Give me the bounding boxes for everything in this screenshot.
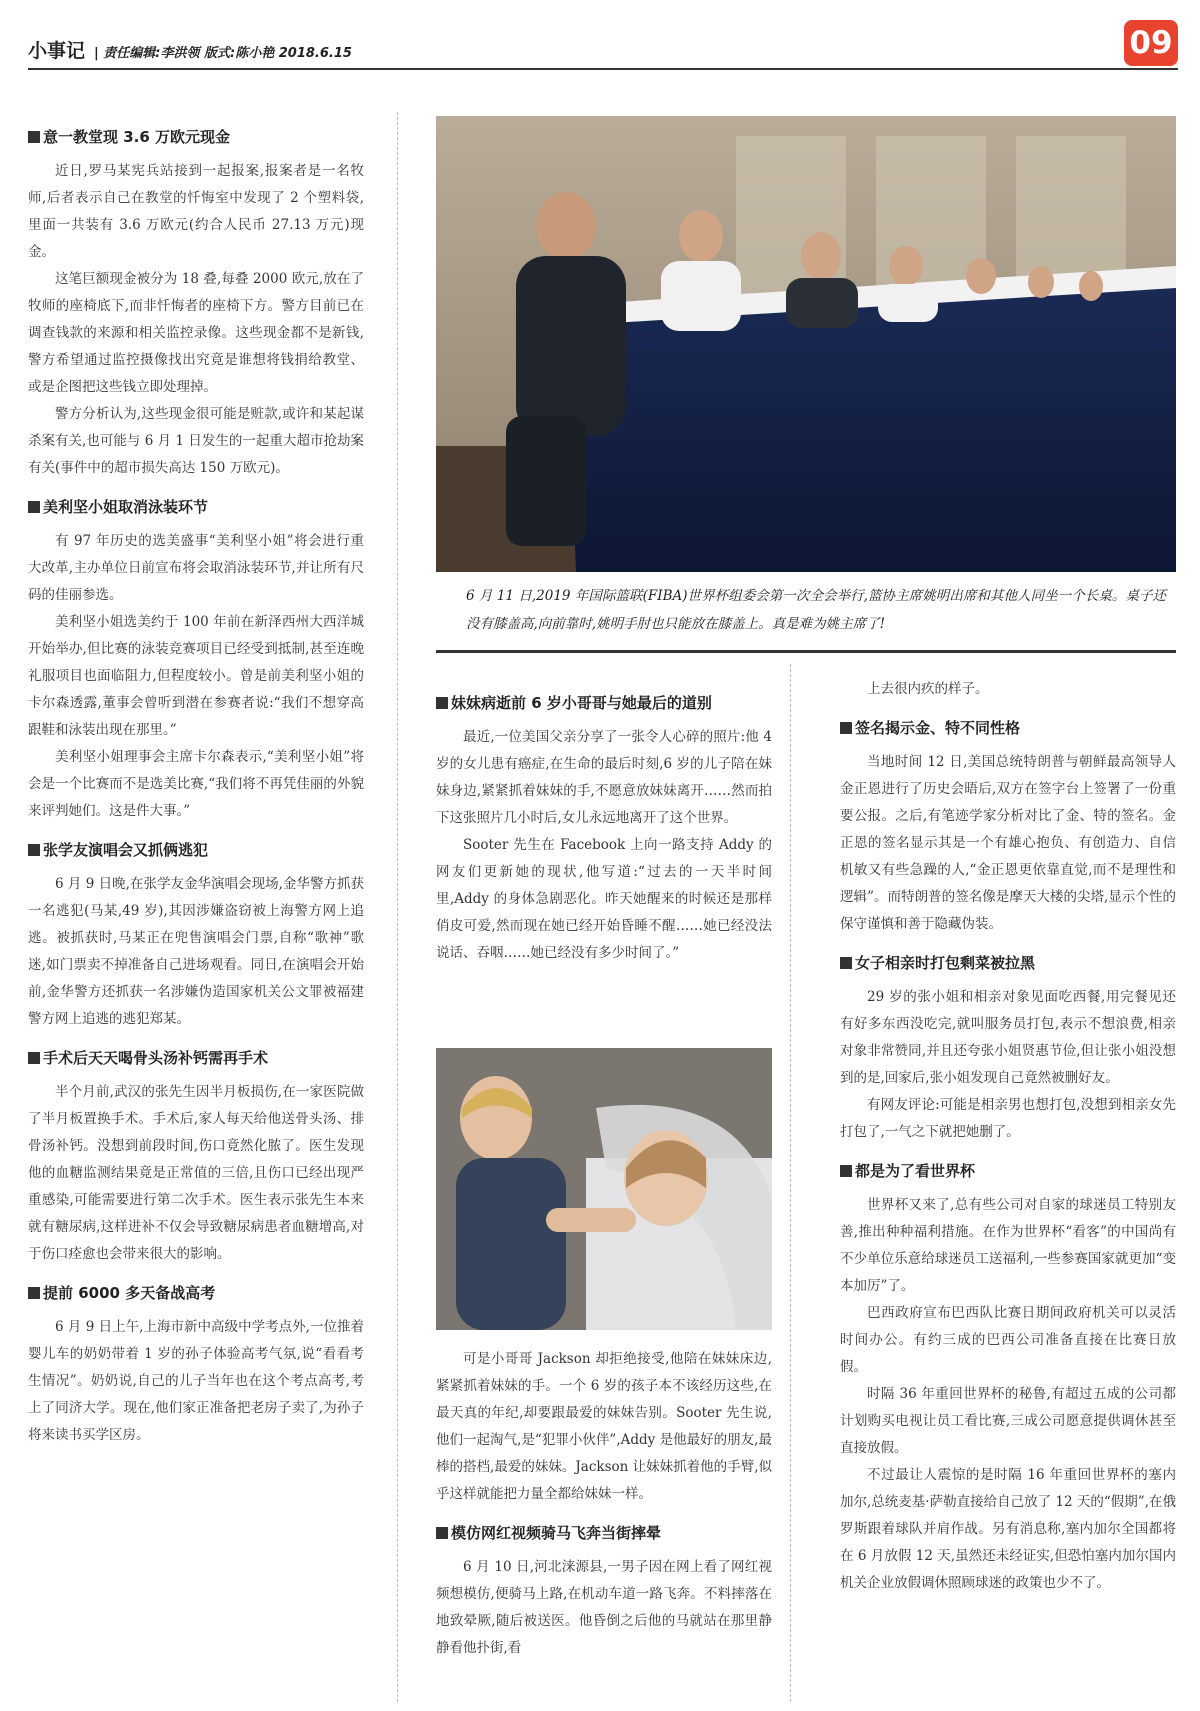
article-paragraph: 世界杯又来了,总有些公司对自家的球迷员工特别友善,推出种种福利措施。在作为世界杯“看客”的中国尚有不少单位乐意给球迷员工送福利,一些参赛国家就更加“变本加厉”了。 <box>840 1197 1176 1294</box>
article-paragraph: 29 岁的张小姐和相亲对象见面吃西餐,用完餐见还有好多东西没吃完,就叫服务员打包,表示不想浪费,相亲对象非常赞同,并且还夸张小姐贤惠节俭,但让张小姐没想到的是,回家后,张小姐发现自己竟然被删好友。 <box>840 989 1176 1086</box>
article-paragraph: 当地时间 12 日,美国总统特朗普与朝鲜最高领导人金正恩进行了历史会晤后,双方在签字台上签署了一份重要公报。之后,有笔迹学家分析对比了金、特的签名。金正恩的签名显示其是一个有雄心抱负、有创造力、自信机敏又有些急躁的人,“金正恩更依靠直觉,而不是理性和逻辑”。而特朗普的签名像是摩天大楼的尖塔,显示个性的保守谨慎和善于隐藏伪装。 <box>840 754 1176 932</box>
article <box>28 1047 364 1268</box>
page-header <box>28 34 1178 68</box>
bullet-square-icon <box>28 844 40 856</box>
page-number: 09 <box>1124 20 1178 66</box>
article-paragraph: 6 月 10 日,河北涞源县,一男子因在网上看了网红视频想模仿,便骑马上路,在机动车道一路飞奔。不料摔落在地致晕厥,随后被送医。他昏倒之后他的马就站在那里静静看他扑街,看 <box>436 1559 772 1656</box>
article-paragraph: 美利坚小姐选美约于 100 年前在新泽西州大西洋城开始举办,但比赛的泳装竞赛项目已经受到抵制,甚至连晚礼服项目也面临阻力,但程度较小。曾是前美利坚小姐的卡尔森透露,董事会曾听到潜在参赛者说:“我们不想穿高跟鞋和泳装出现在那里。” <box>28 614 364 738</box>
article <box>436 1522 772 1662</box>
article-paragraph: 近日,罗马某宪兵站接到一起报案,报案者是一名牧师,后者表示自己在教堂的忏悔室中发现了 2 个塑料袋,里面一共装有 3.6 万欧元(约合人民币 27.13 万元)现金。 <box>28 163 364 260</box>
article-paragraph: 半个月前,武汉的张先生因半月板损伤,在一家医院做了半月板置换手术。手术后,家人每天给他送骨头汤、排骨汤补钙。没想到前段时间,伤口竟然化脓了。医生发现他的血糖监测结果竟是正常值的三倍,且伤口已经出现严重感染,可能需要进行第二次手术。医生表示张先生本来就有糖尿病,这样进补不仅会导致糖尿病患者血糖增高,对于伤口痊愈也会带来很大的影响。 <box>28 1084 364 1262</box>
article-paragraph: 可是小哥哥 Jackson 却拒绝接受,他陪在妹妹床边,紧紧抓着妹妹的手。一个 6 岁的孩子本不该经历这些,在最天真的年纪,却要跟最爱的妹妹告别。Sooter 先生说,他们一起淘气,是“犯罪小伙伴”,Addy 是他最好的朋友,最棒的搭档,最爱的妹妹。Jackson 让妹妹抓着他的手臂,似乎这样就能把力量全都给妹妹一样。 <box>436 1351 772 1502</box>
article-title: 张学友演唱会又抓俩逃犯 <box>28 839 364 860</box>
bullet-square-icon <box>840 957 852 969</box>
article <box>28 839 364 1033</box>
article <box>840 676 1176 703</box>
article <box>436 1346 772 1508</box>
bullet-square-icon <box>436 697 448 709</box>
article <box>840 952 1176 1146</box>
section-rule <box>436 650 1176 653</box>
article <box>28 1282 364 1449</box>
article-paragraph: 巴西政府宣布巴西队比赛日期间政府机关可以灵活时间办公。有约三成的巴西公司准备直接在比赛日放假。 <box>840 1305 1176 1375</box>
article-paragraph: 最近,一位美国父亲分享了一张令人心碎的照片:他 4 岁的女儿患有癌症,在生命的最后时刻,6 岁的儿子陪在妹妹身边,紧紧抓着妹妹的手,不愿意放妹妹离开……然而拍下这张照片几小时后,女儿永远地离开了这个世界。 <box>436 729 772 826</box>
article <box>28 126 364 482</box>
article-title: 签名揭示金、特不同性格 <box>840 717 1176 738</box>
bullet-square-icon <box>840 722 852 734</box>
middle-column-continued <box>436 1346 772 1676</box>
bullet-square-icon <box>28 1287 40 1299</box>
middle-column <box>436 692 772 981</box>
article-title: 提前 6000 多天备战高考 <box>28 1282 364 1303</box>
bullet-square-icon <box>28 131 40 143</box>
photo-caption: 6 月 11 日,2019 年国际篮联(FIBA)世界杯组委会第一次全会举行,篮协主席姚明出席和其他人同坐一个长桌。桌子还没有膝盖高,向前靠时,姚明手肘也只能放在膝盖上。真是难为姚主席了! <box>466 588 1166 632</box>
column-divider-right <box>790 664 791 1702</box>
hospital-photo <box>436 1048 772 1330</box>
article <box>840 717 1176 938</box>
article <box>840 1160 1176 1597</box>
article-paragraph: 有网友评论:可能是相亲男也想打包,没想到相亲女先打包了,一气之下就把她删了。 <box>840 1097 1176 1140</box>
section-name: 小事记 <box>28 40 86 62</box>
article-paragraph: Sooter 先生在 Facebook 上向一路支持 Addy 的网友们更新她的现状,他写道:“过去的一天半时间里,Addy 的身体急剧恶化。昨天她醒来的时候还是那样俏皮可爱,然而现在她已经开始昏睡不醒……她已经没法说话、吞咽……她已经没有多少时间了。” <box>436 837 772 961</box>
article-title: 都是为了看世界杯 <box>840 1160 1176 1181</box>
article <box>436 692 772 967</box>
article-paragraph: 6 月 9 日上午,上海市新中高级中学考点外,一位推着婴儿车的奶奶带着 1 岁的孙子体验高考气氛,说“看看考生情况”。奶奶说,自己的儿子当年也在这个考点高考,考上了同济大学。现在,他们家正准备把老房子卖了,为孙子将来读书买学区房。 <box>28 1319 364 1443</box>
article-paragraph: 这笔巨额现金被分为 18 叠,每叠 2000 欧元,放在了牧师的座椅底下,而非忏悔者的座椅下方。警方目前已在调查钱款的来源和相关监控录像。这些现金都不是新钱,警方希望通过监控摄像找出究竟是谁想将钱捐给教堂、或是企图把这些钱立即处理掉。 <box>28 271 364 395</box>
article-paragraph: 上去很内疚的样子。 <box>867 681 989 697</box>
article-title: 模仿网红视频骑马飞奔当街摔晕 <box>436 1522 772 1543</box>
bullet-square-icon <box>840 1165 852 1177</box>
article-paragraph: 6 月 9 日晚,在张学友金华演唱会现场,金华警方抓获一名逃犯(马某,49 岁),其因涉嫌盗窃被上海警方网上追逃。被抓获时,马某正在兜售演唱会门票,自称“歌神”歌迷,如门票卖不掉准备自己进场观看。同日,在演唱会开始前,金华警方还抓获一名涉嫌伪造国家机关公文罪被福建警方网上追逃的逃犯郑某。 <box>28 876 364 1027</box>
left-column <box>28 126 364 1463</box>
article-paragraph: 警方分析认为,这些现金很可能是赃款,或许和某起谋杀案有关,也可能与 6 月 1 日发生的一起重大超市抢劫案有关(事件中的超市损失高达 150 万欧元)。 <box>28 406 364 476</box>
article-paragraph: 美利坚小姐理事会主席卡尔森表示,“美利坚小姐”将会是一个比赛而不是选美比赛,“我们将不再凭佳丽的外貌来评判她们。这是件大事。” <box>28 749 364 819</box>
column-divider-left <box>397 112 398 1702</box>
editor-credits: | 责任编辑:李洪领 版式:陈小艳 2018.6.15 <box>94 46 352 61</box>
article-title: 美利坚小姐取消泳装环节 <box>28 496 364 517</box>
conference-photo <box>436 116 1176 572</box>
article-paragraph: 不过最让人震惊的是时隔 16 年重回世界杯的塞内加尔,总统麦基·萨勒直接给自己放了 12 天的“假期”,在俄罗斯跟着球队并肩作战。另有消息称,塞内加尔全国都将在 6 月放假 12 天,虽然还未经证实,但恐怕塞内加尔国内机关企业放假调休照顾球迷的政策也少不了。 <box>840 1467 1176 1591</box>
article-paragraph: 有 97 年历史的选美盛事“美利坚小姐”将会进行重大改革,主办单位日前宣布将会取消泳装环节,并让所有尺码的佳丽参选。 <box>28 533 364 603</box>
article-title: 女子相亲时打包剩菜被拉黑 <box>840 952 1176 973</box>
header-rule <box>28 68 1178 70</box>
article-title: 妹妹病逝前 6 岁小哥哥与她最后的道别 <box>436 692 772 713</box>
article <box>28 496 364 825</box>
bullet-square-icon <box>28 501 40 513</box>
bullet-square-icon <box>28 1052 40 1064</box>
article-title: 意一教堂现 3.6 万欧元现金 <box>28 126 364 147</box>
article-title: 手术后天天喝骨头汤补钙需再手术 <box>28 1047 364 1068</box>
bullet-square-icon <box>436 1527 448 1539</box>
article-paragraph: 时隔 36 年重回世界杯的秘鲁,有超过五成的公司都计划购买电视让员工看比赛,三成公司愿意提供调休甚至直接放假。 <box>840 1386 1176 1456</box>
right-column <box>840 676 1176 1611</box>
